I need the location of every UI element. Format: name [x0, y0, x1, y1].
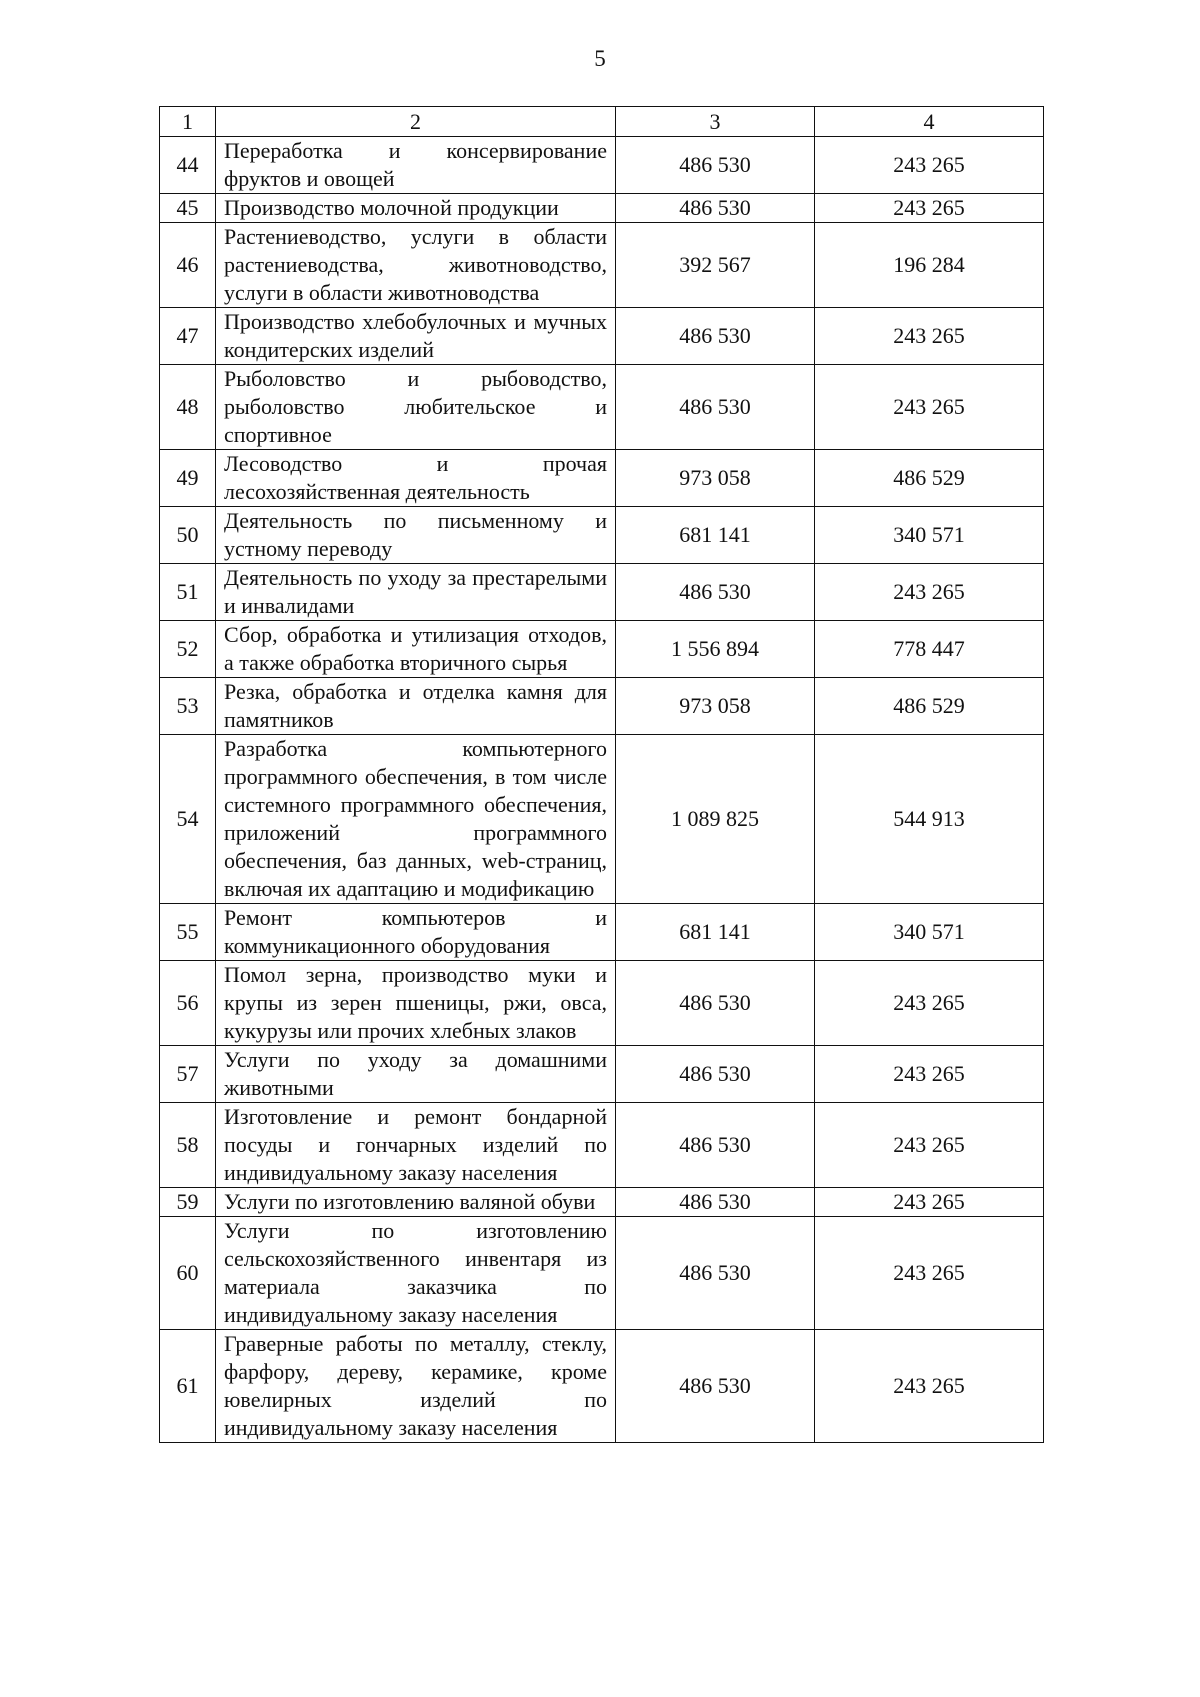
activity-description: Переработка и консервирование фруктов и овощей — [216, 137, 616, 194]
value-column-4: 243 265 — [815, 137, 1044, 194]
row-number: 59 — [160, 1188, 216, 1217]
activity-description: Резка, обработка и отделка камня для памятников — [216, 678, 616, 735]
value-column-4: 486 529 — [815, 450, 1044, 507]
activity-description: Услуги по уходу за домашними животными — [216, 1046, 616, 1103]
activity-description: Производство хлебобулочных и мучных кондитерских изделий — [216, 308, 616, 365]
activity-description: Деятельность по письменному и устному переводу — [216, 507, 616, 564]
activity-description: Сбор, обработка и утилизация отходов, а также обработка вторичного сырья — [216, 621, 616, 678]
table-row — [160, 961, 1044, 1046]
table-row — [160, 678, 1044, 735]
value-column-4: 243 265 — [815, 1217, 1044, 1330]
activity-description: Деятельность по уходу за престарелыми и инвалидами — [216, 564, 616, 621]
value-column-4: 243 265 — [815, 961, 1044, 1046]
activity-description: Изготовление и ремонт бондарной посуды и гончарных изделий по индивидуальному заказу населения — [216, 1103, 616, 1188]
row-number: 51 — [160, 564, 216, 621]
table-row — [160, 365, 1044, 450]
value-column-3: 486 530 — [616, 1188, 815, 1217]
table-row — [160, 621, 1044, 678]
column-header: 1 — [160, 107, 216, 137]
row-number: 49 — [160, 450, 216, 507]
value-column-4: 243 265 — [815, 308, 1044, 365]
row-number: 53 — [160, 678, 216, 735]
value-column-4: 243 265 — [815, 1046, 1044, 1103]
value-column-3: 486 530 — [616, 1046, 815, 1103]
row-number: 57 — [160, 1046, 216, 1103]
value-column-4: 243 265 — [815, 194, 1044, 223]
table-row — [160, 1103, 1044, 1188]
row-number: 46 — [160, 223, 216, 308]
column-header: 4 — [815, 107, 1044, 137]
row-number: 45 — [160, 194, 216, 223]
page-number: 5 — [594, 46, 606, 71]
row-number: 52 — [160, 621, 216, 678]
activity-description: Производство молочной продукции — [216, 194, 616, 223]
value-column-4: 243 265 — [815, 1103, 1044, 1188]
value-column-3: 486 530 — [616, 137, 815, 194]
table-row — [160, 904, 1044, 961]
activity-description: Услуги по изготовлению валяной обуви — [216, 1188, 616, 1217]
value-column-3: 392 567 — [616, 223, 815, 308]
row-number: 61 — [160, 1330, 216, 1443]
value-column-4: 243 265 — [815, 1330, 1044, 1443]
activity-description: Разработка компьютерного программного обеспечения, в том числе системного программного обеспечения, приложений программного обеспечения, баз данных, web-страниц, включая их адаптацию и модификацию — [216, 735, 616, 904]
table-row — [160, 223, 1044, 308]
value-column-3: 486 530 — [616, 308, 815, 365]
row-number: 56 — [160, 961, 216, 1046]
value-column-4: 486 529 — [815, 678, 1044, 735]
value-column-3: 1 556 894 — [616, 621, 815, 678]
table-row — [160, 735, 1044, 904]
table-row — [160, 450, 1044, 507]
value-column-4: 340 571 — [815, 904, 1044, 961]
activity-description: Граверные работы по металлу, стеклу, фарфору, дереву, керамике, кроме ювелирных изделий по индивидуальному заказу населения — [216, 1330, 616, 1443]
table-row — [160, 507, 1044, 564]
value-column-3: 486 530 — [616, 1103, 815, 1188]
activity-description: Ремонт компьютеров и коммуникационного оборудования — [216, 904, 616, 961]
value-column-3: 486 530 — [616, 1330, 815, 1443]
row-number: 58 — [160, 1103, 216, 1188]
row-number: 48 — [160, 365, 216, 450]
table-row — [160, 1188, 1044, 1217]
value-column-4: 778 447 — [815, 621, 1044, 678]
value-column-3: 486 530 — [616, 365, 815, 450]
table-body — [160, 137, 1044, 1443]
table-header-row — [160, 107, 1044, 137]
value-column-4: 340 571 — [815, 507, 1044, 564]
table-row — [160, 194, 1044, 223]
value-column-4: 544 913 — [815, 735, 1044, 904]
activity-description: Лесоводство и прочая лесохозяйственная деятельность — [216, 450, 616, 507]
row-number: 54 — [160, 735, 216, 904]
row-number: 55 — [160, 904, 216, 961]
table-row — [160, 137, 1044, 194]
table-row — [160, 1330, 1044, 1443]
row-number: 44 — [160, 137, 216, 194]
row-number: 60 — [160, 1217, 216, 1330]
value-column-3: 973 058 — [616, 678, 815, 735]
row-number: 47 — [160, 308, 216, 365]
activity-description: Помол зерна, производство муки и крупы из зерен пшеницы, ржи, овса, кукурузы или прочих хлебных злаков — [216, 961, 616, 1046]
value-column-3: 973 058 — [616, 450, 815, 507]
table-row — [160, 564, 1044, 621]
column-header: 3 — [616, 107, 815, 137]
value-column-3: 681 141 — [616, 904, 815, 961]
table-row — [160, 308, 1044, 365]
table-row — [160, 1046, 1044, 1103]
activity-description: Рыболовство и рыбоводство, рыболовство любительское и спортивное — [216, 365, 616, 450]
value-column-3: 1 089 825 — [616, 735, 815, 904]
value-column-3: 486 530 — [616, 961, 815, 1046]
value-column-4: 196 284 — [815, 223, 1044, 308]
value-column-4: 243 265 — [815, 365, 1044, 450]
value-column-3: 486 530 — [616, 564, 815, 621]
activities-table — [159, 106, 1044, 1443]
value-column-4: 243 265 — [815, 564, 1044, 621]
value-column-3: 681 141 — [616, 507, 815, 564]
value-column-3: 486 530 — [616, 194, 815, 223]
column-header: 2 — [216, 107, 616, 137]
row-number: 50 — [160, 507, 216, 564]
activity-description: Услуги по изготовлению сельскохозяйственного инвентаря из материала заказчика по индивидуальному заказу населения — [216, 1217, 616, 1330]
table-row — [160, 1217, 1044, 1330]
activity-description: Растениеводство, услуги в области растениеводства, животноводство, услуги в области животноводства — [216, 223, 616, 308]
value-column-4: 243 265 — [815, 1188, 1044, 1217]
value-column-3: 486 530 — [616, 1217, 815, 1330]
